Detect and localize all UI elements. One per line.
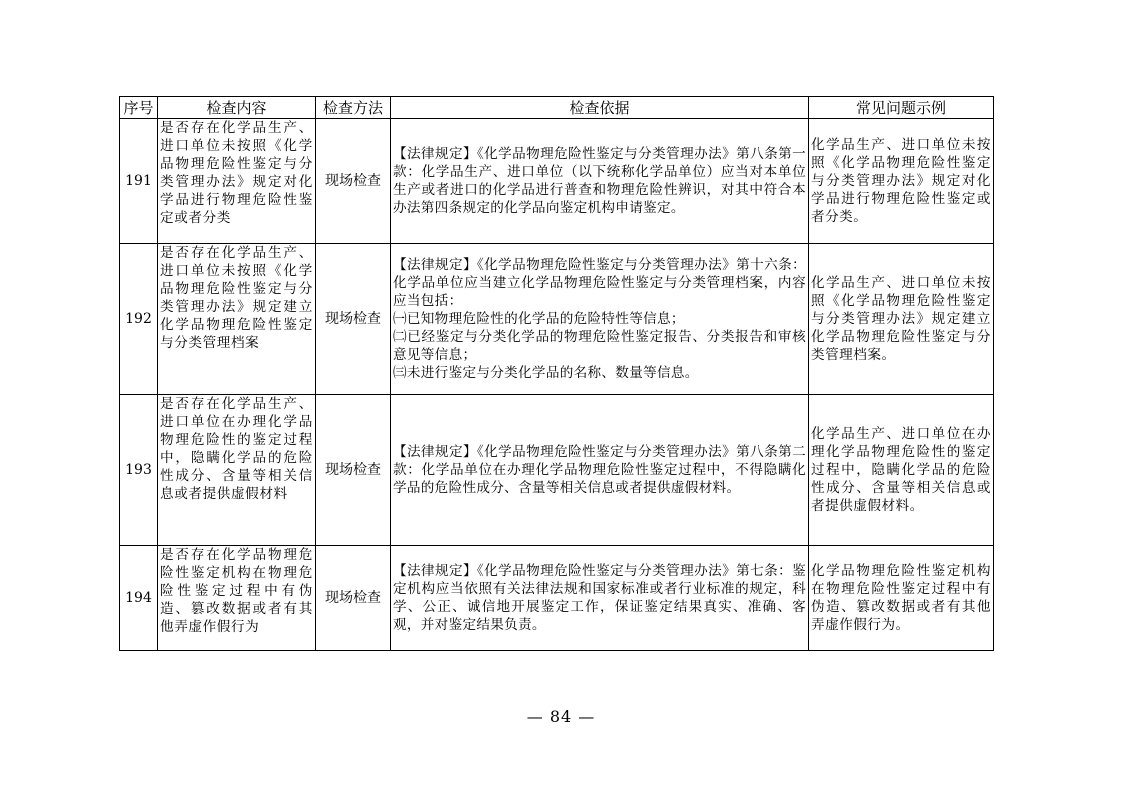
inspection-basis [391,119,809,244]
inspection-content: 是否存在化学品生产、进口单位未按照《化学品物理危险性鉴定与分类管理办法》规定建立化学品物理危险性鉴定与分类管理档案 [158,244,316,395]
inspection-method: 现场检查 [316,546,391,651]
table-row [120,546,994,651]
common-issues: 化学品物理危险性鉴定机构在物理危险性鉴定过程中有伪造、篡改数据或者有其他弄虚作假行为。 [809,546,994,651]
table-row [120,395,994,546]
table-row [120,244,994,395]
basis-list-item: ㈢未进行鉴定与分类化学品的名称、数量等信息。 [393,365,699,381]
common-issues: 化学品生产、进口单位在办理化学品物理危险性的鉴定过程中，隐瞒化学品的危险性成分、含量等相关信息或者提供虚假材料。 [809,395,994,546]
basis-paragraph: 【法律规定】《化学品物理危险性鉴定与分类管理办法》第十六条：化学品单位应当建立化学品物理危险性鉴定与分类管理档案，内容应当包括： [393,257,806,309]
inspection-method: 现场检查 [316,244,391,395]
inspection-content: 是否存在化学品生产、进口单位在办理化学品物理危险性的鉴定过程中，隐瞒化学品的危险性成分、含量等相关信息或者提供虚假材料 [158,395,316,546]
inspection-table [119,96,994,651]
basis-paragraph: 【法律规定】《化学品物理危险性鉴定与分类管理办法》第七条：鉴定机构应当依照有关法律法规和国家标准或者行业标准的规定，科学、公正、诚信地开展鉴定工作，保证鉴定结果真实、准确、客观，并对鉴定结果负责。 [393,563,806,633]
inspection-basis [391,546,809,651]
table-row [120,119,994,244]
inspection-basis [391,244,809,395]
row-number: 191 [120,119,158,244]
common-issues: 化学品生产、进口单位未按照《化学品物理危险性鉴定与分类管理办法》规定对化学品进行物理危险性鉴定或者分类。 [809,119,994,244]
table-header-row [120,97,994,119]
header-basis: 检查依据 [391,97,809,119]
inspection-basis [391,395,809,546]
page-number: — 84 — [526,707,596,726]
row-number: 194 [120,546,158,651]
common-issues: 化学品生产、进口单位未按照《化学品物理危险性鉴定与分类管理办法》规定建立化学品物理危险性鉴定与分类管理档案。 [809,244,994,395]
basis-paragraph: 【法律规定】《化学品物理危险性鉴定与分类管理办法》第八条第一款：化学品生产、进口单位（以下统称化学品单位）应当对本单位生产或者进口的化学品进行普查和物理危险性辨识，对其中符合本办法第四条规定的化学品向鉴定机构申请鉴定。 [393,146,806,216]
header-method: 检查方法 [316,97,391,119]
header-issues: 常见问题示例 [809,97,994,119]
header-content: 检查内容 [158,97,316,119]
inspection-method: 现场检查 [316,395,391,546]
basis-list-item: ㈡已经鉴定与分类化学品的物理危险性鉴定报告、分类报告和审核意见等信息； [393,329,806,363]
header-no: 序号 [120,97,158,119]
row-number: 192 [120,244,158,395]
inspection-method: 现场检查 [316,119,391,244]
basis-list-item: ㈠已知物理危险性的化学品的危险特性等信息； [393,311,685,327]
inspection-content: 是否存在化学品生产、进口单位未按照《化学品物理危险性鉴定与分类管理办法》规定对化学品进行物理危险性鉴定或者分类 [158,119,316,244]
basis-paragraph: 【法律规定】《化学品物理危险性鉴定与分类管理办法》第八条第二款：化学品单位在办理化学品物理危险性鉴定过程中，不得隐瞒化学品的危险性成分、含量等相关信息或者提供虚假材料。 [393,444,806,496]
row-number: 193 [120,395,158,546]
inspection-content: 是否存在化学品物理危险性鉴定机构在物理危险性鉴定过程中有伪造、篡改数据或者有其他弄虚作假行为 [158,546,316,651]
